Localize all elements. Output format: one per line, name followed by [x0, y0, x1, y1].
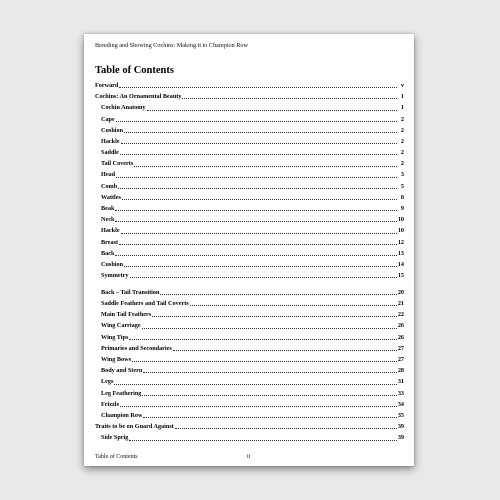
running-header: Breeding and Showing Cochins: Making it to Champion Row — [95, 42, 248, 49]
toc-entry-page: 22 — [397, 311, 404, 319]
toc-entry-page: 8 — [400, 193, 404, 201]
toc-entry[interactable] — [95, 343, 404, 354]
toc-entry-page: 14 — [397, 260, 404, 268]
toc-entry-label: Body and Stern — [101, 367, 143, 375]
dot-leader — [190, 305, 397, 306]
toc-entry-page: 10 — [397, 216, 404, 224]
dot-leader — [115, 221, 396, 222]
dot-leader — [143, 417, 396, 418]
toc-entry-page: v — [400, 81, 404, 89]
toc-entry[interactable] — [95, 320, 404, 331]
toc-entry[interactable] — [95, 432, 404, 443]
dot-leader — [160, 294, 396, 295]
toc-list — [95, 80, 404, 444]
dot-leader — [173, 350, 397, 351]
toc-entry[interactable] — [95, 270, 404, 281]
dot-leader — [115, 210, 397, 211]
dot-leader — [120, 154, 397, 155]
toc-entry-page: 35 — [397, 411, 404, 419]
toc-entry[interactable] — [95, 421, 404, 432]
toc-entry-page: 3 — [400, 171, 404, 179]
toc-entry-page: 20 — [397, 288, 404, 296]
dot-leader — [114, 384, 396, 385]
toc-entry[interactable] — [95, 125, 404, 136]
toc-entry[interactable] — [95, 214, 404, 225]
toc-entry[interactable] — [95, 192, 404, 203]
dot-leader — [142, 395, 396, 396]
toc-entry-label: Wing Carriage — [101, 322, 141, 330]
dot-leader — [119, 244, 397, 245]
toc-entry-label: Side Sprig — [101, 434, 129, 442]
toc-entry-label: Neck — [101, 216, 115, 224]
toc-title: Table of Contents — [95, 65, 174, 76]
toc-entry[interactable] — [95, 365, 404, 376]
dot-leader — [129, 339, 396, 340]
dot-leader — [121, 233, 397, 234]
toc-entry-page: 5 — [400, 182, 404, 190]
toc-entry-label: Leg Feathering — [101, 389, 142, 397]
toc-entry-label: Wattles — [101, 193, 121, 201]
toc-entry-label: Back — [101, 249, 115, 257]
toc-entry[interactable] — [95, 298, 404, 309]
toc-entry[interactable] — [95, 136, 404, 147]
toc-entry[interactable] — [95, 114, 404, 125]
toc-entry-label: Wing Tips — [101, 333, 129, 341]
toc-entry-label: Wing Bows — [101, 355, 131, 363]
toc-entry-page: 26 — [397, 333, 404, 341]
toc-entry[interactable] — [95, 147, 404, 158]
toc-entry-page: 26 — [397, 322, 404, 330]
toc-entry-page: 27 — [397, 355, 404, 363]
toc-entry-page: 28 — [397, 367, 404, 375]
dot-leader — [132, 361, 397, 362]
toc-entry-page: 15 — [397, 272, 404, 280]
toc-entry-page: 27 — [397, 344, 404, 352]
toc-entry-label: Cape — [101, 115, 115, 123]
toc-entry-page: 21 — [397, 300, 404, 308]
dot-leader — [134, 166, 397, 167]
toc-entry-page: 10 — [397, 227, 404, 235]
footer-section-label: Table of Contents — [95, 454, 138, 460]
toc-entry-label: Saddle — [101, 149, 119, 157]
toc-entry[interactable] — [95, 80, 404, 91]
toc-entry-label: Head — [101, 171, 116, 179]
toc-entry-label: Comb — [101, 182, 118, 190]
toc-entry[interactable] — [95, 388, 404, 399]
toc-entry-label: Primaries and Secondaries — [101, 344, 172, 352]
dot-leader — [124, 132, 397, 133]
toc-entry-label: Symmetry — [101, 272, 129, 280]
toc-entry[interactable] — [95, 410, 404, 421]
toc-entry-page: 1 — [400, 93, 404, 101]
dot-leader — [119, 87, 397, 88]
toc-entry-label: Legs — [101, 378, 114, 386]
toc-entry-page: 1 — [400, 104, 404, 112]
toc-entry[interactable] — [95, 376, 404, 387]
toc-entry-page: 31 — [397, 378, 404, 386]
toc-entry-label: Tail Coverts — [101, 160, 134, 168]
dot-leader — [116, 177, 397, 178]
toc-entry-page: 39 — [397, 434, 404, 442]
toc-entry-label: Cochin Anatomy — [101, 104, 146, 112]
toc-entry-label: Hackle — [101, 137, 120, 145]
toc-entry-label: Saddle Feathers and Tail Coverts — [101, 300, 189, 308]
toc-entry[interactable] — [95, 181, 404, 192]
dot-leader — [122, 199, 397, 200]
toc-entry-page: 34 — [397, 400, 404, 408]
toc-entry[interactable] — [95, 203, 404, 214]
dot-leader — [175, 428, 397, 429]
dot-leader — [152, 316, 397, 317]
toc-entry-page: 13 — [397, 249, 404, 257]
dot-leader — [130, 277, 397, 278]
toc-entry-label: Breast — [101, 238, 119, 246]
toc-entry-page: 9 — [400, 205, 404, 213]
toc-entry-label: Cushion — [101, 126, 124, 134]
toc-entry[interactable] — [95, 332, 404, 343]
toc-entry-page: 2 — [400, 137, 404, 145]
toc-entry-label: Traits to be on Guard Against — [95, 423, 174, 431]
toc-entry[interactable] — [95, 158, 404, 169]
footer-page-number: ii — [247, 454, 251, 460]
toc-entry[interactable] — [95, 287, 404, 298]
toc-entry[interactable] — [95, 248, 404, 259]
toc-entry[interactable] — [95, 170, 404, 181]
toc-entry-label: Champion Row — [101, 411, 143, 419]
toc-entry[interactable] — [95, 91, 404, 102]
dot-leader — [116, 121, 397, 122]
dot-leader — [120, 406, 397, 407]
toc-entry-page: 33 — [397, 389, 404, 397]
toc-entry-page: 12 — [397, 238, 404, 246]
toc-entry-label: Main Tail Feathers — [101, 311, 152, 319]
toc-entry-label: Beak — [101, 205, 115, 213]
dot-leader — [115, 255, 396, 256]
toc-entry[interactable] — [95, 354, 404, 365]
toc-entry[interactable] — [95, 225, 404, 236]
toc-entry-page: 2 — [400, 115, 404, 123]
dot-leader — [129, 440, 396, 441]
toc-entry-page: 2 — [400, 126, 404, 134]
document-page — [84, 34, 414, 466]
toc-entry-page: 2 — [400, 149, 404, 157]
dot-leader — [142, 328, 397, 329]
dot-leader — [121, 143, 397, 144]
toc-entry[interactable] — [95, 399, 404, 410]
dot-leader — [124, 266, 397, 267]
dot-leader — [182, 98, 397, 99]
toc-entry[interactable] — [95, 259, 404, 270]
toc-entry-page: 39 — [397, 423, 404, 431]
toc-entry-label: Back – Tail Transition — [101, 288, 160, 296]
toc-entry-label: Cushion — [101, 260, 124, 268]
toc-entry[interactable] — [95, 309, 404, 320]
toc-entry[interactable] — [95, 102, 404, 113]
toc-entry-label: Hackle — [101, 227, 120, 235]
dot-leader — [143, 372, 397, 373]
toc-entry-label: Cochins: An Ornamental Beauty — [95, 93, 182, 101]
toc-entry-page: 2 — [400, 160, 404, 168]
toc-entry-label: Forward — [95, 81, 119, 89]
dot-leader — [118, 188, 397, 189]
dot-leader — [147, 110, 397, 111]
toc-entry-label: Frizzle — [101, 400, 120, 408]
toc-entry[interactable] — [95, 237, 404, 248]
